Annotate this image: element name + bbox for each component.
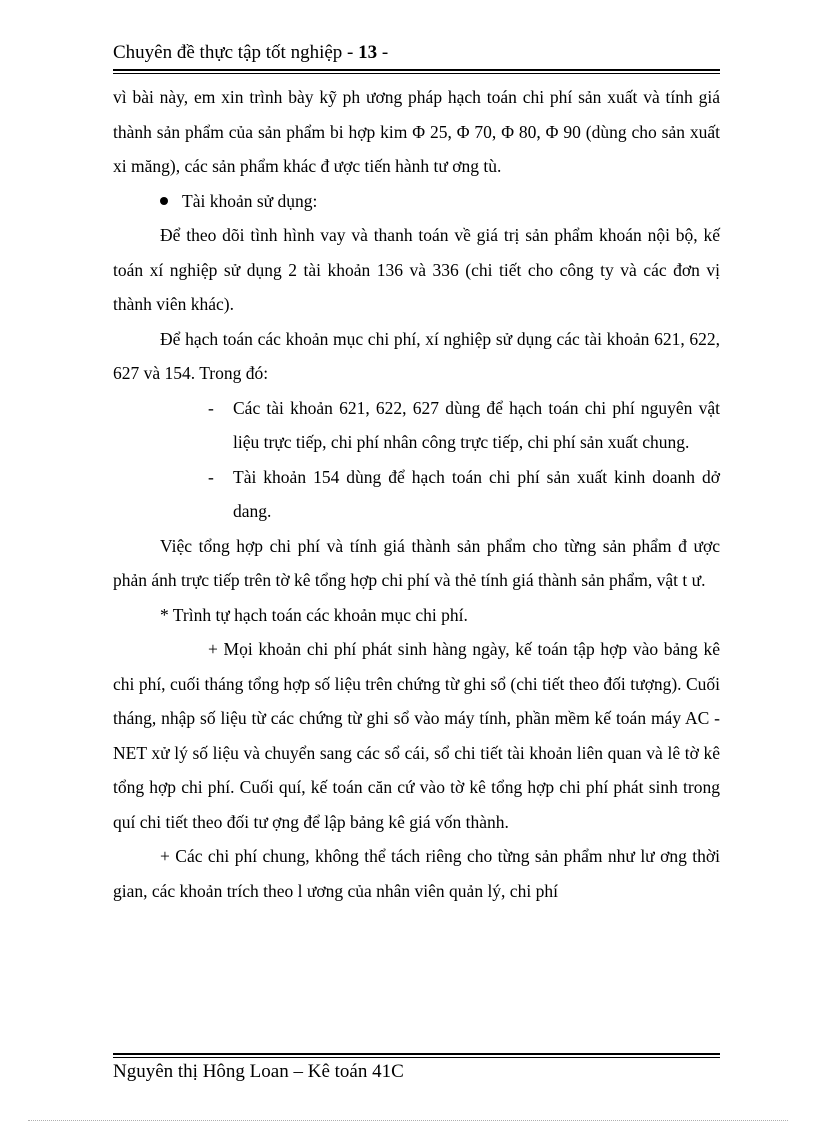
paragraph-common-costs: + Các chi phí chung, không thể tách riêng cho từng sản phẩm như lư ơng thời gian, các khoản trích theo l ương của nhân viên quản lý, chi phí [113, 846, 720, 901]
dash-item-2 [113, 460, 720, 529]
dash-item-text: Tài khoản 154 dùng để hạch toán chi phí sản xuất kinh doanh dở dang. [233, 466, 720, 521]
dash-item-1 [113, 391, 720, 460]
paragraph-summary: Việc tổng hợp chi phí và tính giá thành sản phẩm cho từng sản phẩm đ ược phản ánh trực tiếp trên tờ kê tổng hợp chi phí và thẻ tính giá thành sản phẩm, vật t ư. [113, 535, 720, 590]
page-header [113, 40, 388, 66]
paragraph-daily-costs: + Mọi khoản chi phí phát sinh hàng ngày, kế toán tập hợp vào bảng kê chi phí, cuối tháng tổng hợp số liệu trên chứng từ ghi sổ (chi tiết theo đối tượng). Cuối tháng, nhập số liệu từ các chứng từ ghi sổ vào máy tính, phần mềm kế toán máy AC - NET xử lý số liệu và chuyển sang các sổ cái, sổ chi tiết tài khoản liên quan và lê tờ kê tổng hợp chi phí. Cuối quí, kế toán căn cứ vào tờ kê tổng hợp chi phí phát sinh trong quí chi tiết theo đối tư ợng để lập bảng kê giá vốn thành. [113, 639, 720, 832]
document-body [113, 80, 720, 908]
page-footer: Nguyên thị Hông Loan – Kê toán 41C [113, 1061, 404, 1082]
dash-item-text: Các tài khoản 621, 622, 627 dùng để hạch toán chi phí nguyên vật liệu trực tiếp, chi phí nhân công trực tiếp, chi phí sản xuất chung. [233, 397, 720, 452]
header-rule [113, 69, 720, 74]
page-edge-dotted-line [28, 1120, 788, 1121]
paragraph-procedure-heading: * Trình tự hạch toán các khoản mục chi phí. [160, 604, 468, 625]
bullet-dot-icon [160, 197, 168, 205]
header-title: Chuyên đề thực tập tốt nghiệp - [113, 42, 359, 63]
paragraph-cost-accounts: Để hạch toán các khoản mục chi phí, xí nghiệp sử dụng các tài khoản 621, 622, 627 và 154. Trong đó: [113, 328, 720, 383]
bullet-text: Tài khoản sử dụng: [182, 190, 318, 211]
footer-rule [113, 1053, 720, 1058]
bullet-item [113, 184, 720, 219]
paragraph-accounts: Để theo dõi tình hình vay và thanh toán về giá trị sản phẩm khoán nội bộ, kế toán xí nghiệp sử dụng 2 tài khoản 136 và 336 (chi tiết cho công ty và các đơn vị thành viên khác). [113, 225, 720, 314]
dash-marker: - [208, 466, 214, 487]
header-suffix: - [377, 42, 389, 63]
paragraph-intro: vì bài này, em xin trình bày kỹ ph ương pháp hạch toán chi phí sản xuất và tính giá thành sản phẩm của sản phẩm bi hợp kim Φ 25, Φ 70, Φ 80, Φ 90 (dùng cho sản xuất xi măng), các sản phẩm khác đ ược tiến hành tư ơng tù. [113, 87, 720, 176]
page-number: 13 [358, 42, 378, 63]
dash-marker: - [208, 397, 214, 418]
